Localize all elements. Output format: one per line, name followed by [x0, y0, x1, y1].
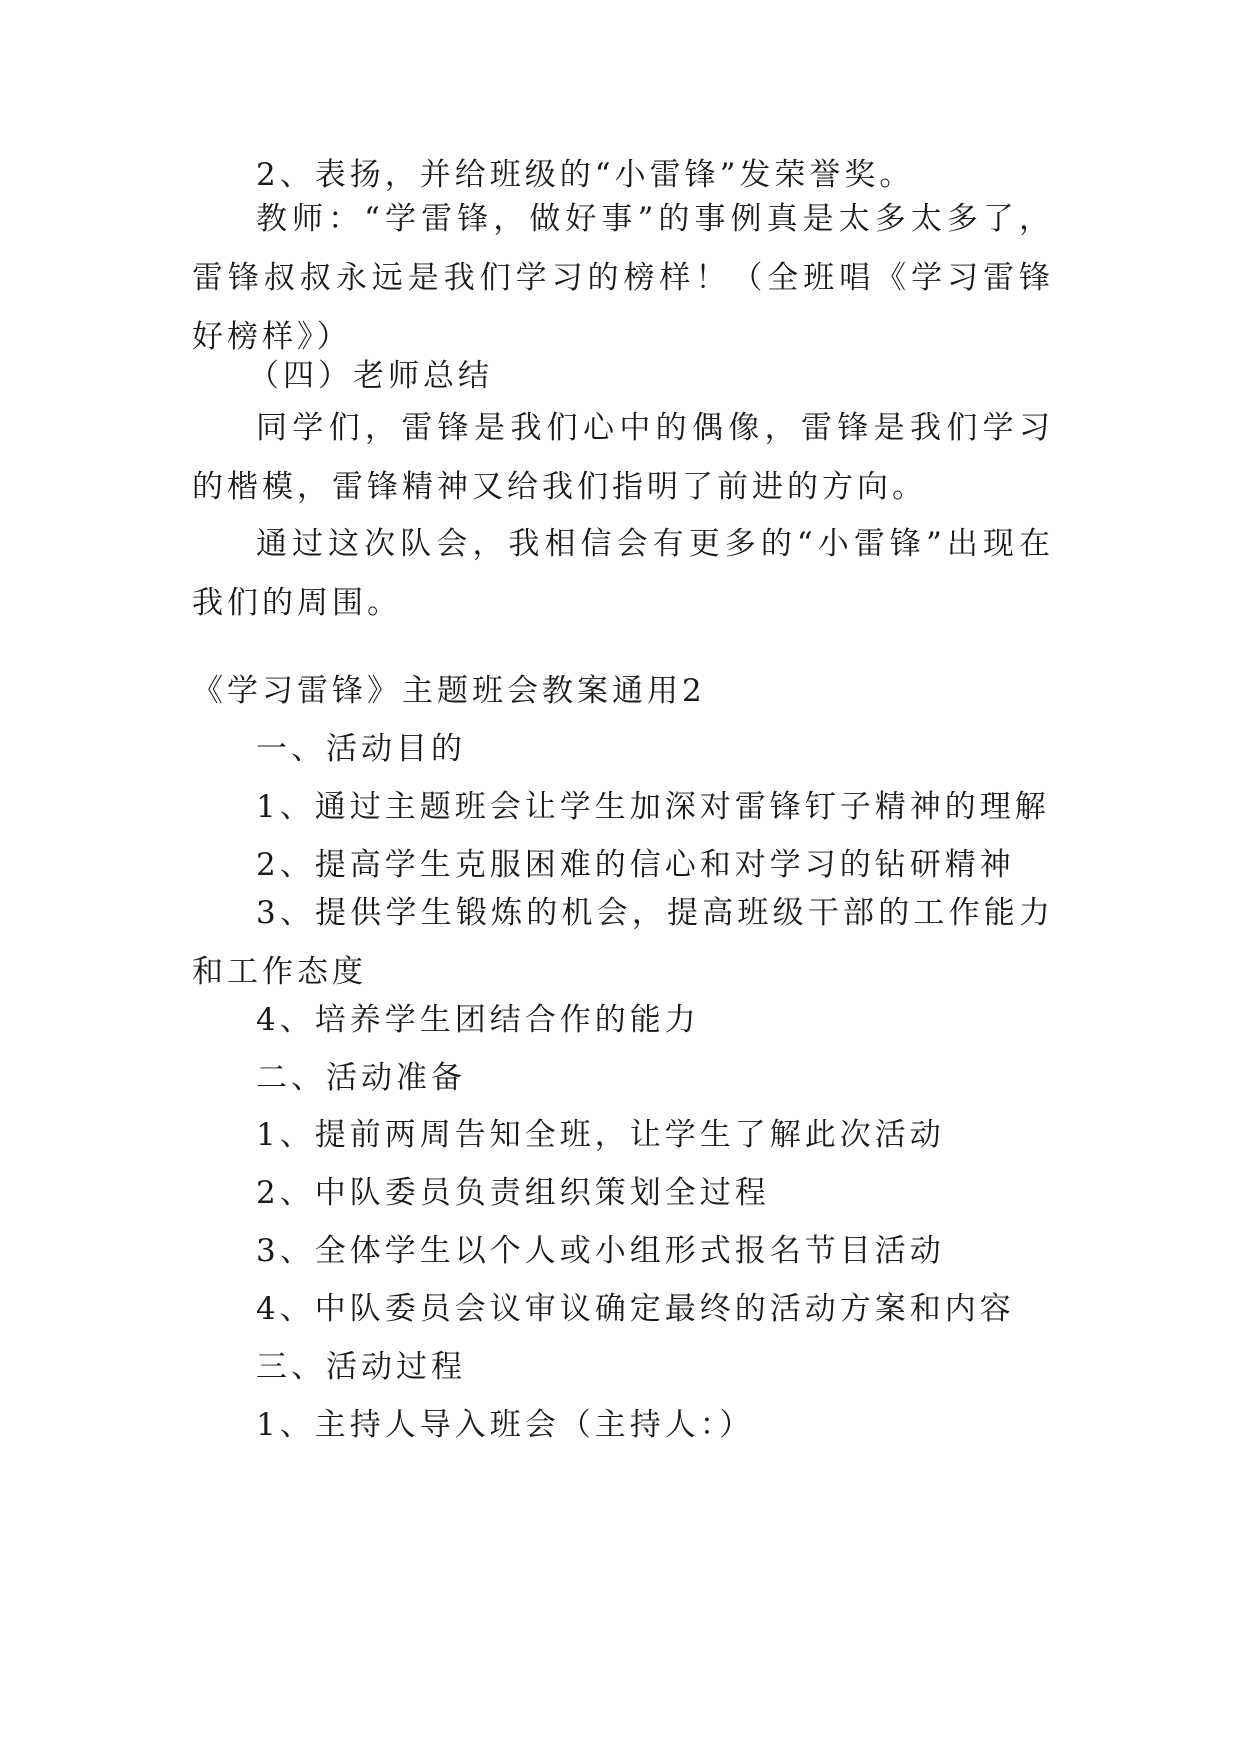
document-title: 《学习雷锋》主题班会教案通用2	[192, 673, 706, 709]
list-item-purpose-3: 3、提供学生锻炼的机会，提高班级干部的工作能力和工作态度	[192, 895, 1054, 990]
list-item-preparation-4: 4、中队委员会议审议确定最终的活动方案和内容	[256, 1291, 1015, 1327]
list-item-preparation-2: 2、中队委员负责组织策划全过程	[256, 1175, 770, 1211]
section-heading-activity-purpose: 一、活动目的	[256, 731, 466, 767]
list-item-purpose-4: 4、培养学生团结合作的能力	[256, 1002, 700, 1038]
list-item-process-1: 1、主持人导入班会（主持人：）	[256, 1407, 755, 1443]
list-item-preparation-1: 1、提前两周告知全班，让学生了解此次活动	[256, 1117, 945, 1153]
list-item-purpose-1: 1、通过主题班会让学生加深对雷锋钉子精神的理解	[256, 789, 1050, 825]
list-item-purpose-2: 2、提高学生克服困难的信心和对学习的钻研精神	[256, 847, 1015, 883]
section-heading-activity-process: 三、活动过程	[256, 1349, 466, 1385]
section-heading-teacher-summary: （四）老师总结	[248, 358, 493, 394]
paragraph-teacher-remark: 教师：“学雷锋，做好事”的事例真是太多太多了，雷锋叔叔永远是我们学习的榜样！（全班唱《学习雷锋好榜样》）	[192, 201, 1054, 355]
paragraph-commendation: 2、表扬，并给班级的“小雷锋”发荣誉奖。	[256, 157, 915, 193]
section-heading-activity-preparation: 二、活动准备	[256, 1060, 466, 1096]
paragraph-summary-idol: 同学们，雷锋是我们心中的偶像，雷锋是我们学习的楷模，雷锋精神又给我们指明了前进的方向。	[192, 410, 1054, 505]
paragraph-summary-expectation: 通过这次队会，我相信会有更多的“小雷锋”出现在我们的周围。	[192, 526, 1054, 621]
list-item-preparation-3: 3、全体学生以个人或小组形式报名节目活动	[256, 1233, 945, 1269]
